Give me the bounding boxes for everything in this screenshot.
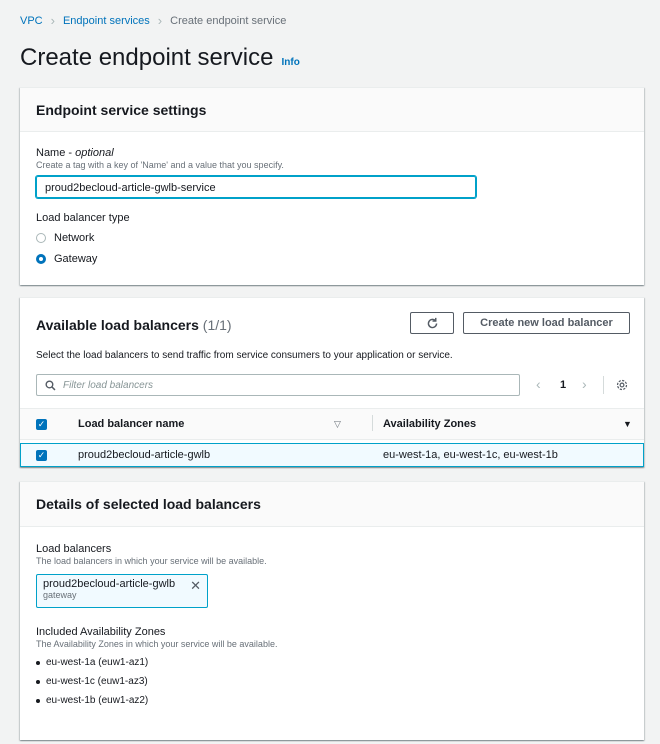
panel-title: Details of selected load balancers [36,496,261,512]
panel-title-row [36,317,232,333]
bullet-icon [36,680,40,684]
refresh-icon [426,317,439,330]
table-row[interactable] [20,443,644,467]
lb-type-label: Load balancer type [36,212,130,224]
page-number[interactable]: 1 [560,379,567,391]
chevron-right-icon: › [157,13,163,28]
breadcrumb-vpc[interactable]: VPC [20,14,43,27]
sort-desc-icon[interactable]: ▼ [623,419,632,429]
name-label [36,147,628,159]
endpoint-service-settings-panel [20,87,644,285]
panel-header [20,88,644,132]
info-link[interactable]: Info [281,57,300,68]
chevron-left-icon[interactable]: ‹ [536,376,541,392]
bullet-icon [36,661,40,665]
details-panel [20,481,644,740]
list-item [36,676,628,687]
row-lb-name: proud2becloud-article-gwlb [78,449,211,461]
az-item: eu-west-1c (euw1-az3) [46,676,148,687]
divider [603,376,604,394]
breadcrumb-current: Create endpoint service [170,14,287,27]
radio-network[interactable] [36,232,628,244]
page-title: Create endpoint service [20,44,274,71]
az-item: eu-west-1a (euw1-az1) [46,657,149,668]
optional-label: optional [75,147,114,159]
panel-title: Endpoint service settings [36,101,207,118]
bullet-icon [36,699,40,703]
panel-body [20,527,644,726]
row-checkbox[interactable]: ✓ [37,449,46,460]
create-load-balancer-button[interactable]: Create new load balancer [463,312,630,334]
panel-description: Select the load balancers to send traffic from service consumers to your application or service. [36,350,453,361]
sort-icon[interactable]: ▽ [334,418,341,429]
page-title-row [20,44,300,72]
available-load-balancers-panel [20,297,644,467]
name-input[interactable]: proud2becloud-article-gwlb-service [36,176,476,198]
filter-input[interactable] [36,374,520,396]
token-type: gateway [43,590,77,600]
az-item: eu-west-1b (euw1-az2) [46,695,149,706]
column-header-zones[interactable]: Availability Zones [383,418,477,430]
az-description: The Availability Zones in which your service will be available. [36,639,278,649]
radio-button[interactable] [36,233,46,243]
lb-label: Load balancers [36,543,112,555]
search-icon [45,380,56,391]
selected-lb-token [36,574,208,608]
chevron-right-icon: › [50,13,55,28]
az-label: Included Availability Zones [36,626,166,638]
radio-label: Network [54,232,95,244]
breadcrumb-endpoint-services[interactable]: Endpoint services [62,14,150,27]
table-header [20,408,644,440]
filter-placeholder: Filter load balancers [63,379,154,391]
column-header-name[interactable]: Load balancer name [78,418,185,430]
selection-count: (1/1) [202,317,232,333]
radio-gateway[interactable] [36,253,628,265]
radio-label: Gateway [54,253,98,265]
radio-button-selected[interactable] [36,254,46,264]
select-all-checkbox[interactable]: ✓ [37,418,46,429]
az-list [36,657,628,706]
column-divider [372,415,373,431]
panel-header [20,482,644,527]
name-label-text: Name - [36,147,76,159]
list-item [36,695,628,706]
close-icon[interactable]: ✕ [190,578,201,593]
panel-title: Available load balancers [36,317,199,333]
chevron-right-icon[interactable]: › [582,376,587,392]
name-description: Create a tag with a key of 'Name' and a value that you specify. [36,160,284,170]
list-item [36,657,628,668]
row-zones: eu-west-1a, eu-west-1c, eu-west-1b [383,449,558,461]
panel-body [20,132,644,277]
lb-description: The load balancers in which your service will be available. [36,556,267,566]
refresh-button[interactable] [410,312,454,334]
breadcrumb [20,13,286,28]
token-name: proud2becloud-article-gwlb [43,578,176,590]
gear-icon[interactable] [616,379,628,391]
